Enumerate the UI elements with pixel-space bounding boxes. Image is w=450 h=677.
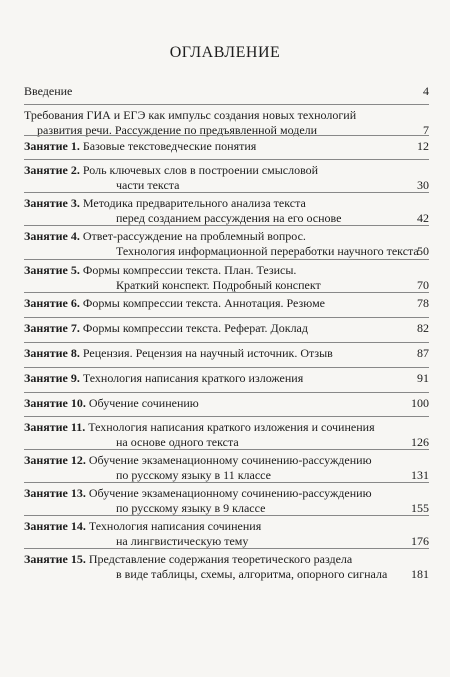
toc-title: ОГЛАВЛЕНИЕ [169, 44, 281, 61]
toc-entry-text: Обучение экзаменационному сочинению-рассуждению [88, 453, 372, 467]
toc-entry-text: Роль ключевых слов в построении смысловой [82, 163, 319, 177]
toc-entry-text: по русскому языку в 11 классе [116, 468, 271, 482]
toc-entry-label: Занятие 11. [24, 420, 89, 434]
toc-entry [24, 296, 429, 311]
toc-entry-line [24, 346, 429, 361]
toc-entry [24, 552, 429, 582]
toc-entry-line [24, 278, 429, 293]
toc-entry-text: перед созданием рассуждения на его основе [116, 211, 342, 225]
toc-separator [24, 192, 429, 193]
toc-entry-text: Ответ-рассуждение на проблемный вопрос. [82, 229, 306, 243]
toc-entry-text: Технология написания краткого изложения [82, 371, 304, 385]
toc-entry-line [24, 567, 429, 582]
toc-entry [24, 519, 429, 549]
toc-entry-line [24, 139, 429, 154]
toc-page-number: 78 [417, 296, 429, 310]
toc-entry-text: Обучение экзаменационному сочинению-рассуждению [88, 486, 372, 500]
toc-page-number: 82 [417, 321, 429, 335]
toc-entry-line [24, 435, 429, 450]
toc-entry-line [24, 453, 429, 468]
toc-entry [24, 139, 429, 154]
toc-entry-text: Представление содержания теоретического раздела [88, 552, 353, 566]
toc-separator [24, 367, 429, 368]
toc-separator [24, 317, 429, 318]
toc-entry [24, 420, 429, 450]
toc-entry-text: Обучение сочинению [88, 396, 199, 410]
toc-entry-text: части текста [116, 178, 180, 192]
toc-entry-line [24, 211, 429, 226]
toc-entry-line [24, 552, 429, 567]
toc-entry-text: Технология написания краткого изложения и сочинения [88, 420, 375, 434]
toc-entry-line [24, 519, 429, 534]
toc-entry [24, 453, 429, 483]
toc-entry-label: Занятие 8. [24, 346, 83, 360]
toc-separator [24, 392, 429, 393]
toc-entry-text: Методика предварительного анализа текста [82, 196, 306, 210]
toc-entry-text: Формы компрессии текста. Реферат. Доклад [82, 321, 308, 335]
toc-entry [24, 196, 429, 226]
toc-entry [24, 263, 429, 293]
toc-entry-label: Занятие 6. [24, 296, 83, 310]
toc-entry [24, 163, 429, 193]
toc-entry-label: Занятие 5. [24, 263, 83, 277]
toc-entry-line [24, 486, 429, 501]
toc-page-number: 91 [417, 371, 429, 385]
toc-separator [24, 449, 429, 450]
toc-entry-label: Занятие 12. [24, 453, 89, 467]
toc-page-number: 87 [417, 346, 429, 360]
toc-entry-line [24, 534, 429, 549]
toc-separator [24, 292, 429, 293]
toc-entry-text: в виде таблицы, схемы, алгоритма, опорного сигнала [116, 567, 388, 581]
toc-entry-label: Занятие 13. [24, 486, 89, 500]
toc-page-number: 126 [411, 435, 429, 449]
toc-entry-text: Технология информационной переработки научного текста [116, 244, 419, 258]
toc-entry-text: развития речи. Рассуждение по предъявленной модели [37, 123, 318, 137]
toc-entry-line [24, 501, 429, 516]
toc-entry [24, 346, 429, 361]
toc-entry-label: Занятие 2. [24, 163, 83, 177]
toc-entry-line [24, 196, 429, 211]
toc-entry-line [24, 244, 429, 259]
toc-entry-line [24, 296, 429, 311]
toc-entry-text: Формы компрессии текста. План. Тезисы. [82, 263, 297, 277]
toc-page-number: 12 [417, 139, 429, 153]
toc-entry [24, 371, 429, 386]
toc-entry-line [24, 84, 429, 99]
toc-entry [24, 84, 429, 99]
toc-entry [24, 229, 429, 259]
toc-separator [24, 548, 429, 549]
toc-entry-text: на основе одного текста [116, 435, 239, 449]
toc-entry-text: Введение [24, 84, 73, 98]
toc-entry-label: Занятие 10. [24, 396, 89, 410]
toc-page-number: 42 [417, 211, 429, 225]
toc-entry-line [24, 229, 429, 244]
toc-separator [24, 416, 429, 417]
toc-entry-line [24, 396, 429, 411]
toc-entry-line [24, 178, 429, 193]
toc-page-number: 131 [411, 468, 429, 482]
toc-entry-line [24, 163, 429, 178]
toc-page-number: 30 [417, 178, 429, 192]
toc-page-number: 50 [417, 244, 429, 258]
toc-separator [24, 225, 429, 226]
toc-separator [24, 135, 429, 136]
toc-page-number: 70 [417, 278, 429, 292]
toc-entry-text: Технология написания сочинения [88, 519, 262, 533]
toc-entry [24, 108, 429, 138]
toc-page-number: 176 [411, 534, 429, 548]
toc-entry-text: на лингвистическую тему [116, 534, 249, 548]
toc-page-number: 100 [411, 396, 429, 410]
toc-page-number: 155 [411, 501, 429, 515]
toc-entry-label: Занятие 9. [24, 371, 83, 385]
toc-separator [24, 482, 429, 483]
toc-entry-text: Требования ГИА и ЕГЭ как импульс создания новых технологий [24, 108, 357, 122]
toc-entry-label: Занятие 4. [24, 229, 83, 243]
toc-entry-text: Базовые текстоведческие понятия [82, 139, 257, 153]
toc-entry-text: Рецензия. Рецензия на научный источник. Отзыв [82, 346, 333, 360]
toc-separator [24, 515, 429, 516]
toc-page-number: 7 [423, 123, 429, 137]
toc-entry-label: Занятие 1. [24, 139, 83, 153]
toc-entry-line [24, 371, 429, 386]
toc-entry-text: Краткий конспект. Подробный конспект [116, 278, 321, 292]
toc-entry-line [24, 420, 429, 435]
toc-entry [24, 486, 429, 516]
toc-entry-text: по русскому языку в 9 классе [116, 501, 266, 515]
toc-entry-text: Формы компрессии текста. Аннотация. Резюме [82, 296, 325, 310]
toc-entry-line [24, 468, 429, 483]
toc-entry [24, 321, 429, 336]
toc-separator [24, 104, 429, 105]
toc-entry-label: Занятие 14. [24, 519, 89, 533]
toc-separator [24, 259, 429, 260]
toc-entry-line [24, 263, 429, 278]
toc-page-number: 181 [411, 567, 429, 581]
toc-entry-label: Занятие 3. [24, 196, 83, 210]
toc-entry [24, 396, 429, 411]
toc-page-number: 4 [423, 84, 429, 98]
toc-entry-label: Занятие 7. [24, 321, 83, 335]
toc-entry-line [24, 108, 429, 123]
toc-separator [24, 159, 429, 160]
toc-separator [24, 342, 429, 343]
toc-entry-label: Занятие 15. [24, 552, 89, 566]
toc-entry-line [24, 321, 429, 336]
